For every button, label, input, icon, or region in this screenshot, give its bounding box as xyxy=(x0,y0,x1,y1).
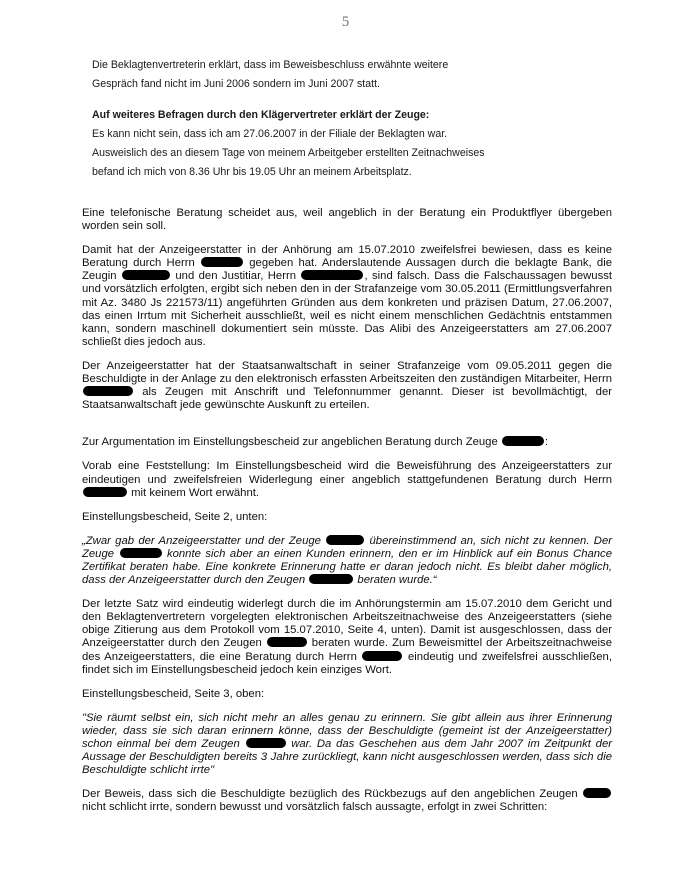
paragraph: Der Beweis, dass sich die Beschuldigte bezüglich des Rückbezugs auf den angeblichen Zeugen nicht schlicht irrte, sondern bewusst und vorsätzlich falsch aussagte, erfolgt in zwei Schritten: xyxy=(82,788,612,814)
redaction-mark xyxy=(122,270,170,280)
excerpt-line: Gespräch fand nicht im Juni 2006 sondern im Juni 2007 statt. xyxy=(92,78,380,90)
excerpt-line: Die Beklagtenvertreterin erklärt, dass im Beweisbeschluss erwähnte weitere xyxy=(92,59,449,71)
excerpt-line: Es kann nicht sein, dass ich am 27.06.2007 in der Filiale der Beklagten war. xyxy=(92,128,448,140)
document-body xyxy=(82,207,612,814)
quoted-passage: "Sie räumt selbst ein, sich nicht mehr an alles genau zu erinnern. Sie gibt allein aus ihrer Erinnerung wieder, dass sie sich daran erinnern könne, dass der Beschuldigte (gemeint ist der Anzeigeerstatter) schon einmal bei dem Zeugen war. Da das Geschehen aus dem Jahr 2007 im Zeitpunkt der Aussage der Beschuldigten bereits 3 Jahre zurückliegt, kann nicht ausgeschlossen werden, dass sich die Beschuldigte schlicht irrte" xyxy=(82,711,613,777)
redaction-mark xyxy=(362,651,402,661)
paragraph: Der Anzeigeerstatter hat der Staatsanwaltschaft in seiner Strafanzeige vom 09.05.2011 gegen die Beschuldigte in der Anlage zu den elektronisch erfassten Arbeitszeiten den zuständigen Mitarbeiter, Herrn als Zeugen mit Anschrift und Telefonnummer genannt. Dieser ist bevollmächtigt, der Staatsanwaltschaft jede gewünschte Auskunft zu erteilen. xyxy=(82,359,612,412)
paragraph: Damit hat der Anzeigeerstatter in der Anhörung am 15.07.2010 zweifelsfrei bewiesen, dass es keine Beratung durch Herrn gegeben hat. Anderslautende Aussagen durch die beklagte Bank, die Zeugin und den Justitiar, Herrn , sind falsch. Dass die Falschaussagen bewusst und vorsätzlich erfolgten, ergibt sich neben den in der Strafanzeige vom 30.05.2011 (Ermittlungsverfahren mit Az. 3480 Js 221573/11) angeführten Gründen aus dem konkreten und präzisen Datum, 27.06.2007, das einen Irrtum mit Sicherheit ausschließt, weil es nicht einem menschlichen Gedächtnis entstammen kann, sondern maschinell dokumentiert sein müsste. Das Alibi des Anzeigeerstatters am 27.06.2007 schließt dies jedoch aus. xyxy=(82,244,612,348)
excerpt-line: Ausweislich des an diesem Tage von meinem Arbeitgeber erstellten Zeitnachweises xyxy=(92,147,485,159)
redaction-mark xyxy=(326,535,364,545)
redaction-mark xyxy=(83,386,133,396)
redaction-mark xyxy=(120,548,162,558)
redaction-mark xyxy=(502,436,544,446)
redaction-mark xyxy=(83,487,127,497)
redaction-mark xyxy=(246,738,286,748)
section-label: Einstellungsbescheid, Seite 3, oben: xyxy=(82,687,265,700)
redaction-mark xyxy=(201,257,243,267)
excerpt-heading: Auf weiteres Befragen durch den Klägervertreter erklärt der Zeuge: xyxy=(92,109,430,121)
quoted-passage: „Zwar gab der Anzeigeerstatter und der Zeuge übereinstimmend an, sich nicht zu kennen. Der Zeuge konnte sich aber an einen Kunden erinnern, den er im Hinblick auf ein Bonus Chance Zertifikat beraten habe. Eine konkrete Erinnerung hatte er daran jedoch nicht. Es bleibt daher möglich, dass der Anzeigeerstatter durch den Zeugen beraten wurde.“ xyxy=(82,534,612,587)
paragraph: Vorab eine Feststellung: Im Einstellungsbescheid wird die Beweisführung des Anzeigeerstatters zur eindeutigen und zweifelsfreien Widerlegung einer angeblich stattgefundenen Beratung durch Herrn mit keinem Wort erwähnt. xyxy=(82,460,612,499)
paragraph: Der letzte Satz wird eindeutig widerlegt durch die im Anhörungstermin am 15.07.2010 dem Gericht und den Beklagtenvertretern vorgelegten elektronischen Arbeitszeitnachweise des Anzeigeerstatters (siehe obige Zitierung aus dem Protokoll vom 15.07.2010, Seite 4, unten). Damit ist ausgeschlossen, dass der Anzeigeerstatter durch den Zeugen beraten wurde. Zum Beweismittel der Arbeitszeitnachweise des Anzeigeerstatters, die eine Beratung durch Herrn eindeutig und zweifelsfrei ausschließen, findet sich im Einstellungsbescheid jedoch kein einziges Wort. xyxy=(82,598,612,676)
redaction-mark xyxy=(583,788,611,798)
protocol-excerpt xyxy=(92,56,552,182)
excerpt-line: befand ich mich von 8.36 Uhr bis 19.05 Uhr an meinem Arbeitsplatz. xyxy=(92,166,412,178)
redaction-mark xyxy=(301,270,363,280)
redaction-mark xyxy=(309,574,353,584)
page-number: 5 xyxy=(341,14,350,30)
section-label: Einstellungsbescheid, Seite 2, unten: xyxy=(82,510,268,523)
redaction-mark xyxy=(267,637,307,647)
paragraph: Eine telefonische Beratung scheidet aus, weil angeblich in der Beratung ein Produktflyer übergeben worden sein soll. xyxy=(82,207,612,233)
paragraph: Zur Argumentation im Einstellungsbescheid zur angeblichen Beratung durch Zeuge : xyxy=(82,436,549,449)
